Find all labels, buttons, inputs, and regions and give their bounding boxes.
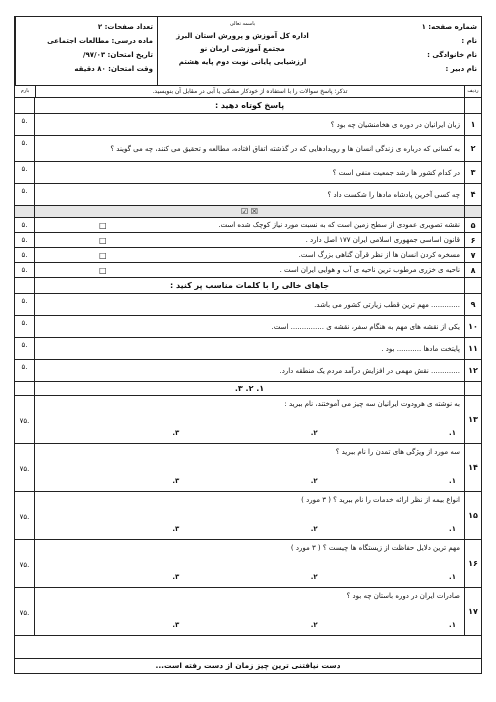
question-text: یکی از نقشه های مهم به هنگام سفر، نقشه ی ............... است. [271, 322, 460, 331]
teacher-name-field: نام دبیر : [445, 65, 477, 73]
answer-slots [39, 525, 460, 533]
question-score: .۵ [15, 316, 35, 337]
question-text: صادرات ایران در دوره باستان چه بود ؟ [346, 592, 460, 600]
answer-checkbox[interactable]: □ [99, 265, 107, 275]
question-text: ............. نقش مهمی در افزایش درآمد مردم یک منطقه دارد. [279, 366, 460, 375]
question-row [15, 588, 481, 636]
question-row [15, 263, 481, 278]
answer-slot[interactable]: ۳. [172, 525, 180, 533]
question-score: .۵ [15, 263, 35, 277]
question-number: ۱۰ [464, 316, 481, 337]
question-row [15, 492, 481, 540]
section-title-row [15, 278, 481, 294]
answer-slot[interactable]: ۱. [449, 621, 456, 629]
question-score: .۷۵ [15, 396, 35, 443]
row-column-header: ردیف [464, 86, 481, 97]
page-number: شماره صفحه: ۱ [421, 23, 477, 31]
answer-checkbox[interactable]: □ [99, 250, 107, 260]
question-number: ۱ [464, 114, 481, 135]
answer-slots [39, 477, 460, 485]
question-row [15, 540, 481, 588]
answer-slot[interactable]: ۲. [310, 621, 318, 629]
answer-slot[interactable]: ۲. [310, 429, 318, 437]
question-number: ۳ [464, 162, 481, 183]
family-name-field: نام خانوادگی : [427, 51, 477, 59]
page-count: تعداد صفحات: ۲ [97, 23, 153, 31]
question-number: ۱۵ [464, 492, 481, 539]
question-number: ۵ [464, 218, 481, 232]
answer-checkbox[interactable]: □ [99, 235, 107, 245]
question-row [15, 218, 481, 233]
question-row [15, 294, 481, 316]
question-score: .۷۵ [15, 540, 35, 587]
answer-slot[interactable]: ۱. [449, 429, 456, 437]
answer-slot[interactable]: ۱. [449, 525, 456, 533]
question-row [15, 396, 481, 444]
exam-date: تاریخ امتحان: ۹۷/۰۳/ [82, 51, 153, 59]
question-score: .۵ [15, 294, 35, 315]
answer-slot[interactable]: ۱. [449, 477, 456, 485]
question-score: .۵ [15, 338, 35, 359]
question-score: .۵ [15, 233, 35, 247]
footer-quote: دست نیافتنی ترین چیز زمان از دست رفته است... [15, 658, 481, 673]
exam-title: ارزشیابی پایانی نوبت دوم پایه هشتم [178, 58, 307, 66]
question-text: مسخره کردن انسان ها از نظر قرآن گناهی بزرگ است. [298, 251, 460, 259]
answer-slot[interactable]: ۲. [310, 525, 318, 533]
question-row [15, 338, 481, 360]
question-score: .۷۵ [15, 444, 35, 491]
answer-checkbox[interactable]: □ [99, 220, 107, 230]
answer-numbers-row [15, 382, 481, 396]
question-number: ۸ [464, 263, 481, 277]
answer-slot[interactable]: ۲. [310, 573, 318, 581]
question-text: انواع بیمه از نظر ارائه خدمات را نام ببرید ؟ ( ۳ مورد ) [301, 496, 460, 504]
exam-header [15, 17, 481, 86]
education-office: اداره کل آموزش و پرورش استان البرز [176, 32, 309, 40]
instruction-text: تذکر: پاسخ سوالات را با استفاده از خودکار مشکی یا آبی در مقابل آن بنویسید. [152, 88, 348, 95]
question-score: .۵ [15, 162, 35, 183]
question-score: .۷۵ [15, 588, 35, 635]
instruction-row [15, 86, 481, 98]
question-number: ۱۳ [464, 396, 481, 443]
score-column-header: بارم [15, 86, 36, 97]
question-row [15, 233, 481, 248]
true-false-marks: ☒ ☑ [240, 207, 259, 216]
question-row [15, 360, 481, 382]
question-row [15, 248, 481, 263]
question-score: .۵ [15, 218, 35, 232]
answer-numbers: ۱. ۲. ۳. [234, 384, 265, 393]
section-title-row [15, 98, 481, 114]
student-info [327, 17, 481, 85]
answer-slot[interactable]: ۲. [310, 477, 318, 485]
question-text: سه مورد از ویژگی های تمدن را نام ببرید ؟ [335, 448, 460, 456]
question-text: مهم ترین دلایل حفاظت از زیستگاه ها چیست ؟ ( ۳ مورد ) [290, 544, 460, 552]
question-row [15, 136, 481, 162]
exam-duration: وقت امتحان: ۸۰ دقیقه [74, 65, 153, 73]
question-row [15, 444, 481, 492]
question-score: .۵ [15, 248, 35, 262]
name-field: نام : [461, 37, 477, 45]
true-false-header-row [15, 206, 481, 218]
school-info [157, 17, 327, 85]
answer-slot[interactable]: ۱. [449, 573, 456, 581]
question-text: به کسانی که درباره ی زندگی انسان ها و رویدادهایی که در گذشته اتفاق افتاده، مطالعه و تحقیق می کنند، چه می گویند ؟ [110, 144, 460, 153]
question-score: .۵ [15, 360, 35, 381]
question-text: ............. مهم ترین قطب زیارتی کشور می باشد. [314, 300, 460, 309]
question-score: .۵ [15, 114, 35, 135]
basmala: باسمه تعالی [229, 21, 256, 27]
question-number: ۱۲ [464, 360, 481, 381]
question-number: ۱۶ [464, 540, 481, 587]
question-text: نقشه تصویری عمودی از سطح زمین است که به نسبت مورد نیاز کوچک شده است. [218, 221, 460, 229]
question-number: ۷ [464, 248, 481, 262]
exam-info [15, 17, 157, 85]
section-title-short: پاسخ کوتاه دهید : [214, 101, 285, 110]
question-number: ۱۴ [464, 444, 481, 491]
question-score: .۵ [15, 136, 35, 161]
question-number: ۴ [464, 184, 481, 205]
question-text: پایتخت مادها ........... بود . [381, 344, 460, 353]
answer-slots [39, 573, 460, 581]
answer-slot[interactable]: ۳. [172, 477, 180, 485]
question-text: قانون اساسی جمهوری اسلامی ایران ۱۷۷ اصل دارد . [305, 236, 460, 244]
question-score: .۵ [15, 184, 35, 205]
question-text: ناحیه ی خزری مرطوب ترین ناحیه ی آب و هوایی ایران است . [279, 266, 460, 274]
question-row [15, 162, 481, 184]
question-grid [15, 98, 481, 636]
section-title-fill: جاهای خالی را با کلمات مناسب پر کنید : [169, 281, 330, 290]
question-score: .۷۵ [15, 492, 35, 539]
question-number: ۶ [464, 233, 481, 247]
question-number: ۹ [464, 294, 481, 315]
question-text: در کدام کشور ها رشد جمعیت منفی است ؟ [332, 168, 460, 177]
question-row [15, 114, 481, 136]
subject: ماده درسی: مطالعات اجتماعی [47, 37, 153, 45]
question-text: چه کسی آخرین پادشاه مادها را شکست داد ؟ [327, 190, 460, 199]
answer-slot[interactable]: ۳. [172, 429, 180, 437]
answer-slot[interactable]: ۳. [172, 621, 180, 629]
question-text: به نوشته ی هرودوت ایرانیان سه چیز می آموختند، نام ببرید : [284, 400, 460, 408]
school-name: مجتمع آموزشی ارمان نو [200, 45, 285, 53]
answer-slots [39, 621, 460, 629]
question-row [15, 184, 481, 206]
answer-slots [39, 429, 460, 437]
question-number: ۱۷ [464, 588, 481, 635]
question-number: ۱۱ [464, 338, 481, 359]
question-number: ۲ [464, 136, 481, 161]
exam-sheet [14, 16, 482, 674]
question-row [15, 316, 481, 338]
question-text: زبان ایرانیان در دوره ی هخامنشیان چه بود ؟ [330, 120, 460, 129]
answer-slot[interactable]: ۳. [172, 573, 180, 581]
